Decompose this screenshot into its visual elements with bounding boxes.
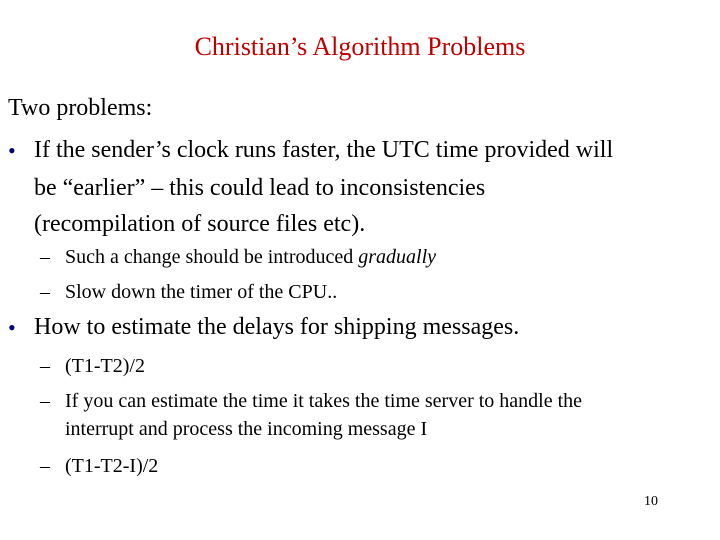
sub-bullet-text: (T1-T2-I)/2 [65, 455, 159, 477]
sub-bullet-plain: Such a change should be introduced [65, 246, 359, 268]
bullet-line: How to estimate the delays for shipping messages. [34, 314, 520, 340]
page-number: 10 [644, 494, 658, 509]
slide-title: Christian’s Algorithm Problems [194, 32, 526, 61]
bullet-icon: • [8, 138, 16, 163]
dash-icon: – [40, 355, 50, 377]
sub-bullet-line: If you can estimate the time it takes the time server to handle the [65, 390, 583, 412]
dash-icon: – [40, 246, 50, 268]
bullet-line: If the sender’s clock runs faster, the UTC time provided will [34, 137, 614, 163]
dash-icon: – [40, 281, 50, 303]
sub-bullet-text: (T1-T2)/2 [65, 355, 145, 377]
sub-bullet-line: interrupt and process the incoming message I [65, 418, 428, 440]
dash-icon: – [40, 390, 50, 412]
sub-bullet-emphasis: gradually [358, 246, 437, 268]
intro-text: Two problems: [8, 95, 153, 121]
dash-icon: – [40, 455, 50, 477]
sub-bullet-text [65, 244, 436, 270]
bullet-line: (recompilation of source files etc). [34, 211, 366, 237]
sub-bullet-text: Slow down the timer of the CPU.. [65, 281, 338, 303]
bullet-icon: • [8, 315, 16, 340]
bullet-line: be “earlier” – this could lead to inconsistencies [34, 175, 486, 201]
